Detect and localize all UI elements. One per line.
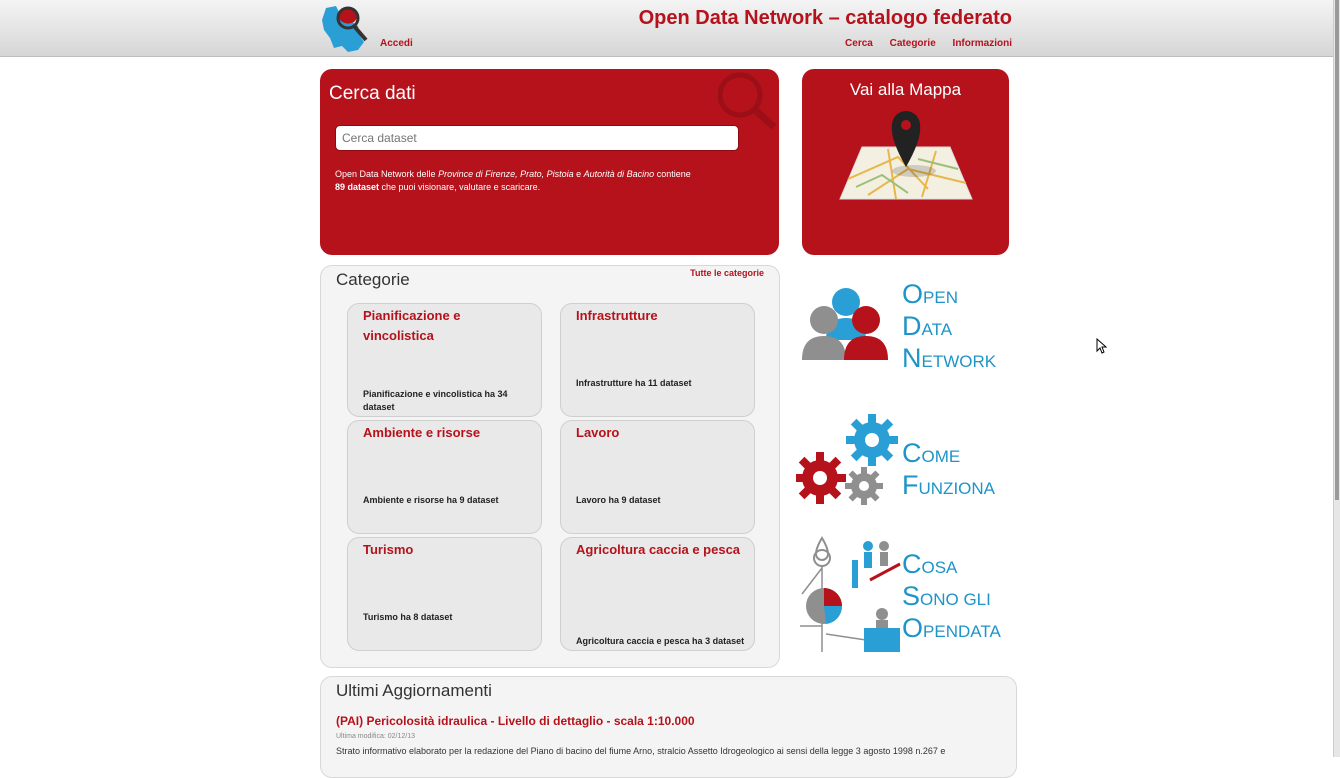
top-header <box>0 0 1340 57</box>
categories-panel <box>320 265 780 668</box>
login-link[interactable]: Accedi <box>380 38 413 49</box>
category-name[interactable]: Infrastrutture <box>576 308 658 323</box>
category-name[interactable]: Turismo <box>363 542 414 557</box>
odn-label <box>902 280 996 376</box>
nav-cerca[interactable]: Cerca <box>845 38 873 49</box>
what-word: OSA <box>921 558 958 577</box>
desc-authority: Autorità di Bacino <box>583 169 655 179</box>
what-letter: O <box>902 613 924 643</box>
how-word: UNZIONA <box>918 479 995 498</box>
category-count: Turismo ha 8 dataset <box>363 612 453 622</box>
updates-title: Ultimi Aggiornamenti <box>336 681 492 700</box>
category-name[interactable]: Pianificazione e vincolistica <box>363 308 461 343</box>
magnifier-icon <box>718 69 778 129</box>
how-word: OME <box>921 447 961 466</box>
category-count: Agricoltura caccia e pesca ha 3 dataset <box>576 636 745 646</box>
odn-word: PEN <box>923 288 958 307</box>
what-letter: C <box>902 549 922 579</box>
how-letter: F <box>902 470 919 500</box>
category-count: Ambiente e risorse ha 9 dataset <box>363 495 499 505</box>
update-item-description: Strato informativo elaborato per la redazione del Piano di bacino del fiume Arno, stralcio Assetto Idrogeologico ai sensi della legge 3 agosto 1998 n.267 e <box>336 746 946 756</box>
opendata-icon <box>796 534 904 656</box>
map-title: Vai alla Mappa <box>849 80 962 99</box>
region-logo-icon[interactable] <box>318 2 370 54</box>
desc-text: contiene <box>654 169 691 179</box>
top-nav <box>700 38 1012 49</box>
desc-text: e <box>573 169 584 179</box>
map-button[interactable] <box>802 69 1009 255</box>
odn-word: ETWORK <box>921 352 997 371</box>
nav-informazioni[interactable]: Informazioni <box>952 38 1012 49</box>
what-word: ONO GLI <box>920 590 991 609</box>
mouse-cursor-icon <box>1096 338 1108 354</box>
gears-icon <box>796 412 900 508</box>
page-scrollbar[interactable] <box>1333 0 1340 757</box>
desc-provinces: Province di Firenze, Prato, Pistoia <box>438 169 574 179</box>
category-count: Lavoro ha 9 dataset <box>576 495 661 505</box>
latest-updates-panel <box>320 676 1017 778</box>
category-card[interactable] <box>560 537 755 651</box>
map-pin-icon <box>838 109 974 203</box>
category-name[interactable]: Lavoro <box>576 425 620 440</box>
category-card[interactable] <box>347 303 542 417</box>
how-letter: C <box>902 438 922 468</box>
category-card[interactable] <box>347 420 542 534</box>
how-it-works-link[interactable] <box>796 412 1016 510</box>
all-categories-link[interactable]: Tutte le categorie <box>690 268 764 278</box>
people-icon <box>800 284 892 364</box>
what-letter: S <box>902 581 921 611</box>
site-title: Open Data Network – catalogo federato <box>638 7 1012 29</box>
how-label <box>902 439 995 503</box>
search-panel <box>320 69 779 255</box>
desc-text: che puoi visionare, valutare e scaricare. <box>379 182 541 192</box>
what-label <box>902 550 1001 646</box>
update-item-title[interactable]: (PAI) Pericolosità idraulica - Livello di dettaglio - scala 1:10.000 <box>336 714 695 728</box>
what-is-opendata-link[interactable] <box>796 534 1016 656</box>
category-card[interactable] <box>560 420 755 534</box>
category-name[interactable]: Agricoltura caccia e pesca <box>576 542 741 557</box>
nav-categorie[interactable]: Categorie <box>889 38 936 49</box>
category-count: Infrastrutture ha 11 dataset <box>576 378 692 388</box>
update-item-meta: Ultima modifica: 02/12/13 <box>336 733 415 740</box>
category-name[interactable]: Ambiente e risorse <box>363 425 481 440</box>
category-card[interactable] <box>347 537 542 651</box>
category-count: Pianificazione e vincolistica ha 34 dataset <box>363 389 508 412</box>
odn-letter: O <box>902 279 924 309</box>
open-data-network-link[interactable] <box>800 278 1015 373</box>
search-title: Cerca dati <box>329 83 416 104</box>
search-description <box>335 168 755 194</box>
categories-title: Categorie <box>336 270 410 289</box>
odn-word: ATA <box>921 320 953 339</box>
dataset-count: 89 dataset <box>335 182 380 192</box>
search-input[interactable] <box>335 125 739 151</box>
odn-letter: D <box>902 311 922 341</box>
odn-letter: N <box>902 343 922 373</box>
desc-text: Open Data Network delle <box>335 169 439 179</box>
what-word: PENDATA <box>923 622 1001 641</box>
category-card[interactable] <box>560 303 755 417</box>
scrollbar-thumb[interactable] <box>1335 0 1339 500</box>
